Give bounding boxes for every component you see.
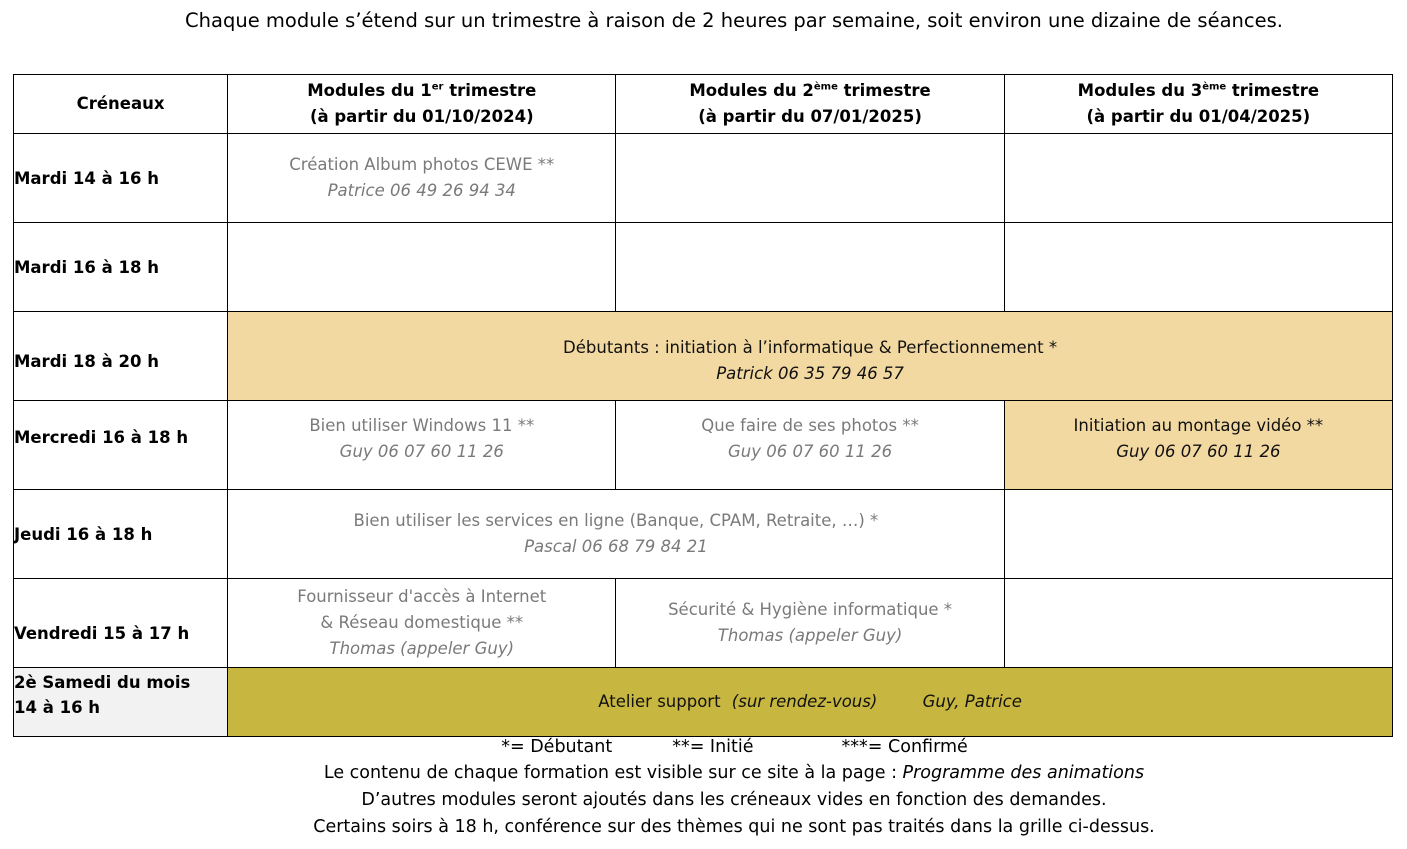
slot-label: Vendredi 15 à 17 h	[14, 579, 228, 668]
t3-header-pre: Modules du 3	[1077, 81, 1203, 100]
slot-label-line1: 2è Samedi du mois	[14, 673, 191, 692]
module-title: Bien utiliser les services en ligne (Banque, CPAM, Retraite, …) *	[353, 511, 879, 530]
module-cell	[228, 312, 1393, 401]
module-contact: Pascal 06 68 79 84 21	[524, 537, 708, 556]
row-vendredi	[14, 579, 1393, 668]
module-title: Création Album photos CEWE **	[289, 155, 555, 174]
footer-line-3: Certains soirs à 18 h, conférence sur des thèmes qui ne sont pas traités dans la grille ci-dessus.	[313, 817, 1155, 837]
t2-header-post: trimestre	[837, 81, 931, 100]
module-cell	[228, 490, 1005, 579]
module-cell	[228, 134, 616, 223]
slot-label: Mardi 16 à 18 h	[14, 223, 228, 312]
module-note: (sur rendez-vous)	[731, 692, 878, 711]
t1-header-post: trimestre	[443, 81, 537, 100]
empty-cell	[1004, 134, 1392, 223]
module-contact: Patrick 06 35 79 46 57	[716, 364, 904, 383]
module-cell	[228, 579, 616, 668]
module-contact: Thomas (appeler Guy)	[329, 639, 515, 658]
slot-label: Mardi 18 à 20 h	[14, 312, 228, 401]
t1-header	[228, 75, 616, 134]
empty-cell	[1004, 223, 1392, 312]
empty-cell	[228, 223, 616, 312]
t2-header-date: (à partir du 07/01/2025)	[698, 107, 922, 126]
empty-cell	[1004, 490, 1392, 579]
module-contact: Patrice 06 49 26 94 34	[327, 181, 516, 200]
legend-confirme: ***= Confirmé	[841, 737, 968, 757]
footer-line-1-text: Le contenu de chaque formation est visible sur ce site à la page :	[323, 763, 903, 783]
footer-line-1	[0, 763, 1407, 783]
footer-line-2: D’autres modules seront ajoutés dans les créneaux vides en fonction des demandes.	[361, 790, 1107, 810]
slot-label: Mardi 14 à 16 h	[14, 134, 228, 223]
t1-header-date: (à partir du 01/10/2024)	[309, 107, 534, 126]
t1-header-sup: er	[431, 81, 444, 93]
slot-label: Mercredi 16 à 18 h	[14, 401, 228, 490]
module-cell	[616, 579, 1004, 668]
slots-header: Créneaux	[14, 75, 228, 134]
module-cell	[616, 401, 1004, 490]
empty-cell	[616, 134, 1004, 223]
module-title: Atelier support	[598, 692, 726, 711]
legend	[0, 737, 1407, 757]
module-title: Initiation au montage vidéo **	[1073, 416, 1324, 435]
row-mercredi	[14, 401, 1393, 490]
row-mardi-16	[14, 223, 1393, 312]
slot-label: Jeudi 16 à 18 h	[14, 490, 228, 579]
t2-header-sup: ème	[813, 81, 838, 93]
row-mardi-14	[14, 134, 1393, 223]
empty-cell	[616, 223, 1004, 312]
header-row	[14, 75, 1393, 134]
t3-header	[1004, 75, 1392, 134]
row-mardi-18	[14, 312, 1393, 401]
module-cell	[1004, 401, 1392, 490]
module-cell	[228, 401, 616, 490]
slot-label	[14, 668, 228, 737]
schedule-table	[13, 74, 1393, 737]
t2-header	[616, 75, 1004, 134]
legend-initie: **= Initié	[672, 737, 754, 757]
module-title: Que faire de ses photos **	[701, 416, 919, 435]
t3-header-post: trimestre	[1226, 81, 1320, 100]
legend-debutant: *= Débutant	[501, 737, 613, 757]
programme-link[interactable]: Programme des animations	[902, 763, 1145, 783]
slot-label-line2: 14 à 16 h	[14, 698, 101, 717]
t3-header-date: (à partir du 01/04/2025)	[1086, 107, 1311, 126]
module-title: Bien utiliser Windows 11 **	[309, 416, 535, 435]
module-title: Débutants : initiation à l’informatique & Perfectionnement *	[563, 338, 1058, 357]
t3-header-sup: ème	[1202, 81, 1227, 93]
module-contact: Guy 06 07 60 11 26	[727, 442, 893, 461]
module-title: Sécurité & Hygiène informatique *	[668, 600, 953, 619]
row-jeudi	[14, 490, 1393, 579]
intro-text: Chaque module s’étend sur un trimestre à raison de 2 heures par semaine, soit environ une dizaine de séances.	[185, 9, 1283, 32]
module-cell	[228, 668, 1393, 737]
module-title-line2: & Réseau domestique **	[320, 613, 524, 632]
module-contact: Guy, Patrice	[922, 692, 1022, 711]
t2-header-pre: Modules du 2	[689, 81, 814, 100]
row-samedi	[14, 668, 1393, 737]
t1-header-pre: Modules du 1	[307, 81, 432, 100]
empty-cell	[1004, 579, 1392, 668]
module-contact: Thomas (appeler Guy)	[717, 626, 903, 645]
module-contact: Guy 06 07 60 11 26	[339, 442, 504, 461]
module-title: Fournisseur d'accès à Internet	[297, 587, 547, 606]
module-contact: Guy 06 07 60 11 26	[1116, 442, 1281, 461]
